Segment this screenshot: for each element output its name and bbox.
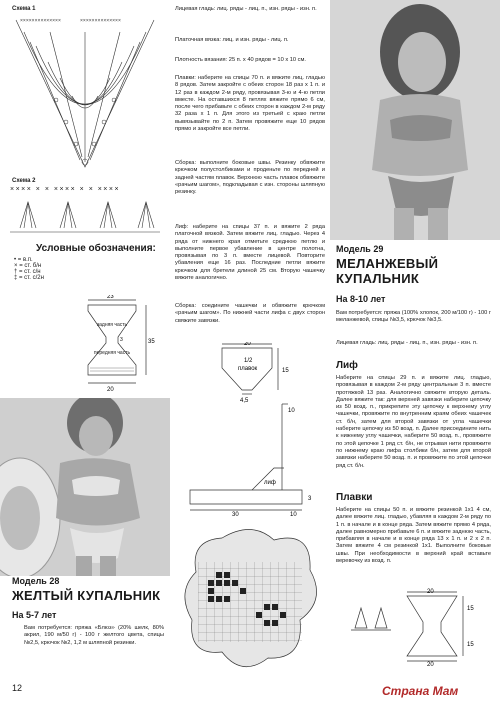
dim-4-5: 4,5	[240, 398, 249, 404]
legend-list	[14, 257, 84, 281]
model29-requirements: Вам потребуется: пряжа (100% хлопок, 200 м/100 г) - 100 г меланжевой, спицы №3,5, крючок №3,5.	[336, 310, 491, 324]
legend-item: • = в.п.	[14, 257, 33, 263]
mid-p1: Лицевая гладь: лиц. ряды - лиц. п., изн. ряды - изн. п.	[175, 6, 317, 12]
mid-p5: Сборка: выполните боковые швы. Резинку обвяжите крючком полустолбиками и проденьте по передней и задней частям плавок. Верхнюю часть плавок обвяжите «рачьим шагом», подкладывая с изн. стороны шляпную резинку.	[175, 160, 325, 196]
dim-15: 15	[282, 368, 289, 374]
dim-30: 30	[232, 512, 239, 517]
model28-title: ЖЕЛТЫЙ КУПАЛЬНИК	[12, 588, 161, 603]
dim-15b: 15	[467, 642, 474, 648]
scheme2-symbols: ×××× × × ×××× × × ××××	[10, 186, 121, 193]
dim-20b: 20	[427, 662, 434, 666]
dim-3: 3	[120, 337, 123, 343]
dim-10: 10	[288, 408, 295, 414]
swimsuit-bottom-pattern	[82, 295, 162, 395]
model29-heading-lif: Лиф	[336, 360, 358, 371]
model29-heading-plavki: Плавки	[336, 492, 373, 503]
model29-photo	[330, 0, 500, 240]
model29-lif-text: Наберите на спицы 29 п. и вяжите лиц. гладью, провязывая в каждом 2-м ряду центральные 3 п. вместе протяжкой 13 раз. Аналогично свяжите вторую деталь. Далее вяжите так: для верхней завязки наберите цепочку из 50 возд. п., прикрепите эту цепочку к верхнему углу чашечки, провяжите по внутренним краям обеих чашечек ст. б/н, затем для второй завязки от угла чашечки наберите цепочку из 50 возд. п. Далее присоедините нить к нижнему углу чашечки, наберите 50 возд. п., провяжите по этой цепочке 1 ряд ст. б/н, не отрывая нити провяжите по нижнему краю лифа столбики б/н, затем для второй завязки наберите 50 возд. п. и провяжите по этой цепочке ряд ст. б/н.	[336, 375, 491, 469]
page-number: 12	[12, 683, 23, 693]
model29-plavki-text: Наберите на спицы 50 п. и вяжите резинкой 1х1 4 см, далее вяжите лиц. гладью, убавляя в каждом 2-м ряду по 1 п. в начале и в конце ряда. Затем вяжите прямо 4 ряда, далее равномерно прибавьте 6 п. и вяжите заднюю часть, прибавляя в начале и в конце ряда 13 х 1 п. и 2 х 2 п. Затем вяжите 4 см резинкой 1х1. Выполните боковые швы. При необходимости в верхний край вставьте веревочку из возд. п.	[336, 507, 491, 565]
label-front: передняя часть	[93, 350, 131, 356]
legend-item: ‡ = ст. с/2н	[14, 275, 44, 281]
dim-20: 20	[107, 387, 114, 393]
scheme2-label: Схема 2	[12, 178, 36, 184]
dim-3: 3	[308, 496, 312, 502]
mid-p6: Лиф: наберите на спицы 37 п. и вяжите 2 ряда платочной вязкой. Затем вяжите лиц. гладью. Через 4 ряда от нижнего края отметьте среднюю петлю и выполните первое убавление в центре полотна, провязывая по 3 п. вместе лицевой. Повторите убавления еще 16 раз. Последние петли вяжите крючком для бретели длиной 25 см. Вторую чашечку вяжите аналогично.	[175, 224, 325, 282]
model29-glad: Лицевая гладь: лиц. ряды - лиц. п., изн. ряды - изн. п.	[336, 340, 478, 346]
watermark-logo: Страна Мам	[382, 684, 459, 698]
mid-p7: Сборка: соедините чашечки и обвяжите крючком «рачьим шагом». По нижней части лифа с двух сторон свяжите завязки.	[175, 303, 325, 324]
model29-title: МЕЛАНЖЕВЫЙ КУПАЛЬНИК	[336, 256, 439, 286]
svg-text:××××××××××××××: ××××××××××××××	[80, 18, 121, 24]
model28-photo	[0, 398, 170, 576]
mid-p4: Плавки: наберите на спицы 70 п. и вяжите лиц. гладью 8 рядов. Затем закройте с обеих сторон 18 раз х 1 п. и 12 раз в каждом 2-м ряду, провязывая 3-ю и 4-ю петли вместе. На оставшихся 8 петлях вяжите прямо 6 см, после чего прибавьте с обеих сторон в каждом 2-м ряду 32 раза х 1 п. Для этого из третьей с краю петли вывязывайте по 2 п. Затем провяжите еще 10 рядов прямо и закройте все петли.	[175, 75, 325, 133]
model29-bottom-diagrams	[345, 588, 495, 666]
model28-age: На 5-7 лет	[12, 610, 57, 620]
model28-label: Модель 28	[12, 576, 60, 586]
label-plavok: плавок	[238, 366, 258, 372]
legend-title: Условные обозначения:	[36, 243, 156, 254]
model28-requirements: Вам потребуется: пряжа «Блюз» (20% шелк, 80% акрил, 190 м/50 г) - 100 г желтого цвета, спицы №2,5, крючок №2, 1,2 м шляпной резинки.	[24, 625, 164, 646]
label-half: 1/2	[244, 358, 253, 364]
model29-label: Модель 29	[336, 244, 384, 254]
dim-20: 20	[427, 589, 434, 596]
label-back: задняя часть	[96, 322, 128, 328]
dim-10b: 10	[290, 512, 297, 517]
legend-item: × = ст. б/н	[14, 263, 42, 269]
model29-age: На 8-10 лет	[336, 294, 386, 304]
legend-item: † = ст. с/н	[14, 269, 41, 275]
model29-pattern-diagrams	[176, 342, 322, 517]
dim-23: 23	[107, 295, 114, 300]
mid-p2: Платочная вязка: лиц. и изн. ряды - лиц. п.	[175, 37, 289, 43]
dim-35: 35	[148, 339, 155, 345]
flower-motif-chart	[182, 520, 327, 680]
scheme1-label: Схема 1	[12, 6, 36, 12]
dim-20: 20	[244, 342, 251, 348]
svg-text:××××××××××××××: ××××××××××××××	[20, 18, 61, 24]
dim-15: 15	[467, 606, 474, 612]
mid-p3: Плотность вязания: 25 п. х 40 рядов = 10 х 10 см.	[175, 57, 306, 63]
scheme1-chart	[10, 12, 160, 177]
scheme2-chart	[10, 194, 160, 234]
label-lif: лиф	[264, 480, 276, 486]
